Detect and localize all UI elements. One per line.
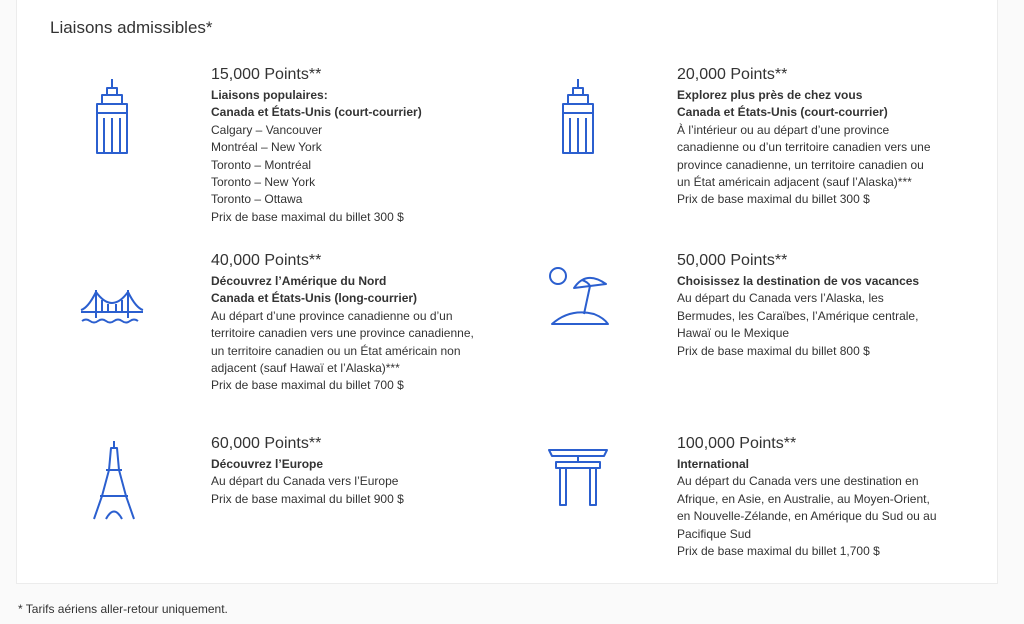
tier-detail: territoire canadien vers une province canadienne, [211, 326, 474, 341]
tier-title: Canada et États-Unis (long-courrier) [211, 291, 418, 306]
tier-price: Prix de base maximal du billet 300 $ [211, 209, 404, 224]
tier-price: Prix de base maximal du billet 300 $ [677, 192, 870, 207]
tier-title: International [677, 457, 750, 471]
tier-detail: Au départ du Canada vers l’Europe [211, 474, 399, 489]
tier-detail: canadienne ou d’un territoire canadien vers une [677, 140, 931, 155]
tier-detail: Au départ du Canada vers une destination en [677, 474, 919, 489]
tier-title: Découvrez l’Amérique du Nord [211, 274, 387, 288]
tier-points: 15,000 Points** [211, 66, 322, 83]
beach-umbrella-icon [548, 262, 612, 328]
footnote: * Tarifs aériens aller-retour uniquement. [18, 602, 228, 616]
tier-detail: un État américain adjacent (sauf l’Alaska)*** [677, 175, 912, 190]
tier-points: 60,000 Points** [211, 435, 322, 452]
tier-detail: Toronto – New York [211, 175, 316, 190]
tier-title: Liaisons populaires: [211, 88, 328, 102]
eiffel-tower-icon [92, 440, 136, 520]
tier-detail: Montréal – New York [211, 140, 322, 155]
tier-title: Explorez plus près de chez vous [677, 88, 863, 102]
bridge-icon [80, 288, 144, 328]
tier-title: Découvrez l’Europe [211, 457, 324, 471]
tier-points: 50,000 Points** [677, 252, 788, 269]
tier-price: Prix de base maximal du billet 1,700 $ [677, 544, 880, 559]
tier-detail: Hawaï ou le Mexique [677, 326, 790, 341]
torii-gate-icon [548, 446, 608, 506]
tier-detail: Toronto – Ottawa [211, 192, 303, 207]
tier-points: 100,000 Points** [677, 435, 797, 452]
tier-detail: province canadienne, un territoire canadien ou [677, 157, 924, 172]
tier-100000 [677, 433, 967, 560]
tier-detail: Pacifique Sud [677, 526, 752, 541]
tier-15000 [211, 64, 501, 226]
tier-detail: Calgary – Vancouver [211, 122, 323, 137]
tier-detail: Au départ d’une province canadienne ou d’un [211, 308, 453, 323]
tier-title: Canada et États-Unis (court-courrier) [677, 105, 888, 120]
tier-detail: Toronto – Montréal [211, 157, 312, 172]
tier-detail: À l’intérieur ou au départ d’une province [677, 122, 890, 137]
tier-detail: Bermudes, les Caraïbes, l’Amérique centrale, [677, 308, 919, 323]
tier-40000 [211, 250, 501, 395]
tier-detail: adjacent (sauf Hawaï et l’Alaska)*** [211, 361, 400, 376]
tier-points: 40,000 Points** [211, 252, 322, 269]
tier-title: Choisissez la destination de vos vacances [677, 274, 920, 288]
tier-title: Canada et États-Unis (court-courrier) [211, 105, 422, 120]
tier-price: Prix de base maximal du billet 900 $ [211, 491, 404, 506]
tier-price: Prix de base maximal du billet 700 $ [211, 378, 404, 393]
section-title: Liaisons admissibles* [50, 18, 213, 37]
skyscraper-icon [558, 78, 598, 154]
skyscraper-icon [92, 78, 132, 154]
tier-60000 [211, 433, 501, 508]
tier-detail: un territoire canadien ou un État américain non [211, 343, 461, 358]
tier-20000 [677, 64, 967, 209]
tier-price: Prix de base maximal du billet 800 $ [677, 343, 870, 358]
tier-points: 20,000 Points** [677, 66, 788, 83]
tier-detail: en Nouvelle-Zélande, en Amérique du Sud ou au [677, 509, 937, 524]
tier-50000 [677, 250, 967, 360]
tier-detail: Afrique, en Asie, en Australie, au Moyen-Orient, [677, 491, 930, 506]
tier-detail: Au départ du Canada vers l’Alaska, les [677, 291, 884, 306]
